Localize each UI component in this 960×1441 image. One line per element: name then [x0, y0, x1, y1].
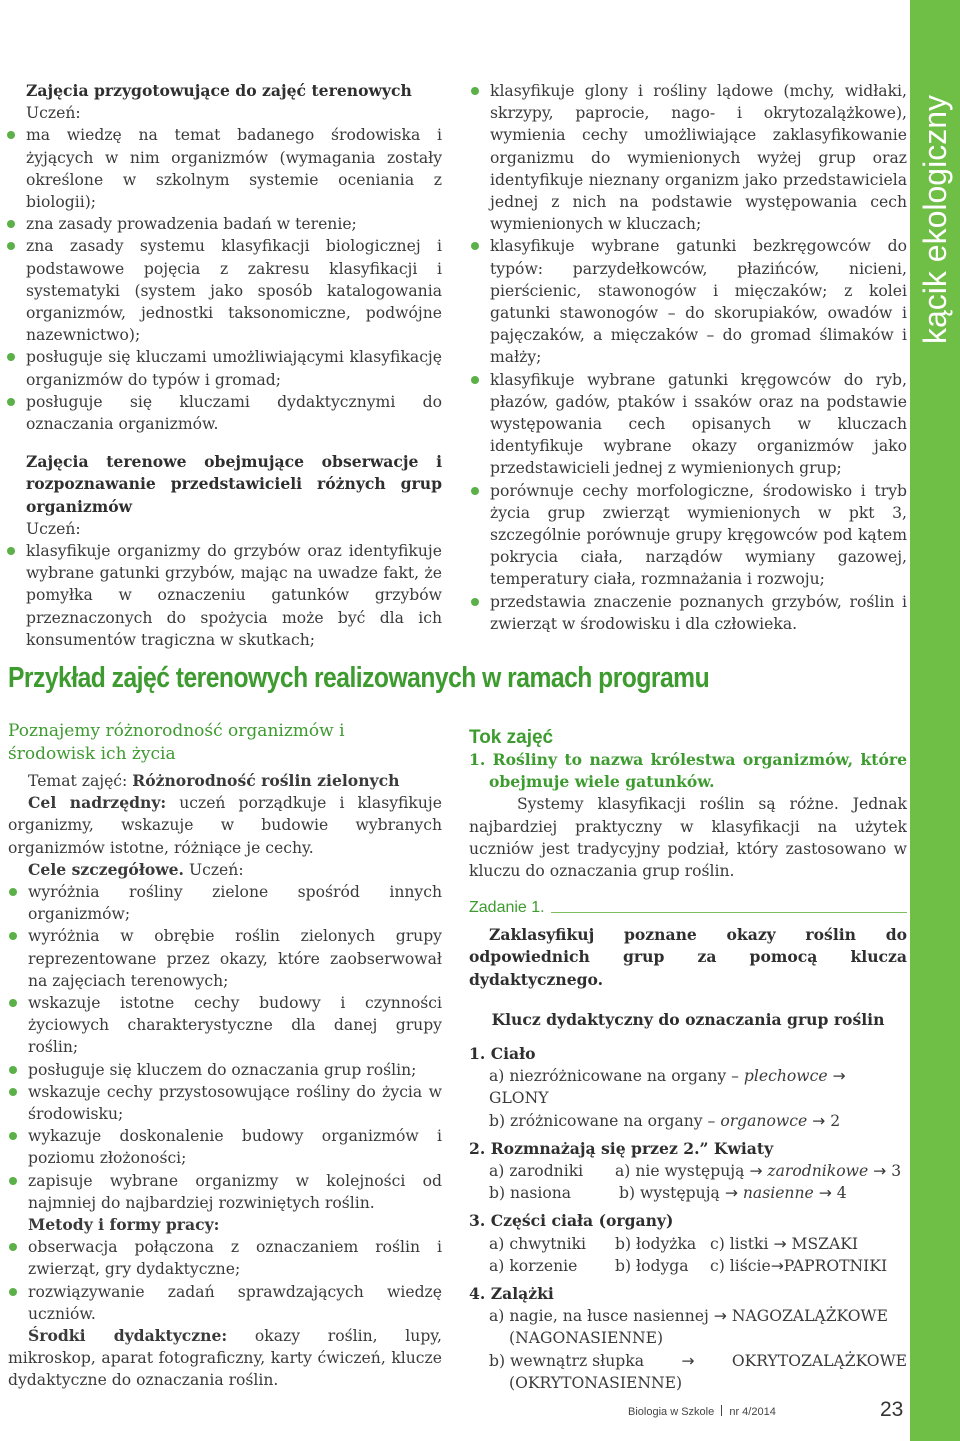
key-1-title: 1. Ciało — [469, 1044, 536, 1064]
list-item: zapisuje wybrane organizmy w kolejności od najmniej do najbardziej rozwiniętych roślin. — [8, 1170, 442, 1214]
arrow-icon: → — [770, 1256, 784, 1275]
arrow-icon: → — [832, 1067, 846, 1086]
prep-list — [6, 124, 442, 435]
detailed-label: Cele szczegółowe. — [28, 859, 184, 879]
key-1a — [469, 1065, 907, 1109]
key-4a-text: a) nagie, na łusce nasiennej — [489, 1307, 709, 1326]
lesson-goal — [8, 792, 442, 859]
task-divider — [551, 912, 907, 913]
list-item: obserwacja połączona z oznaczaniem roślin i zwierząt, gry dydaktyczne; — [8, 1236, 442, 1280]
prep-heading: Zajęcia przygotowujące do zajęć terenowych — [26, 81, 412, 100]
list-item: rozwiązywanie zadań sprawdzających wiedzę uczniów. — [8, 1281, 442, 1325]
list-item: wskazuje cechy przystosowujące rośliny do życia w środowisku; — [8, 1081, 442, 1125]
lesson-title: Poznajemy różnorodność organizmów i środowisk ich życia — [8, 721, 345, 764]
key-1b-result: 2 — [830, 1111, 841, 1130]
task-label: Zadanie 1. — [469, 899, 545, 917]
key-2b-left: b) nasiona — [489, 1184, 572, 1203]
key-1a-result: GLONY — [489, 1089, 549, 1108]
key-title: Klucz dydaktyczny do oznaczania grup roślin — [491, 1009, 885, 1029]
key-2a — [469, 1160, 907, 1182]
key-4b-result: OKRYTOZALĄŻKOWE — [731, 1351, 907, 1370]
journal-name: Biologia w Szkole — [628, 1406, 715, 1418]
key-2b-result: 4 — [836, 1184, 847, 1203]
key-section-1 — [469, 1043, 907, 1132]
list-item: porównuje cechy morfologiczne, środowisko i tryb życia grup zwierząt wymienionych w pkt 3, szczególnie porównuje grupy kręgowców pod kątem pokrycia ciała, narządów wymiany gazowej, temperatury ciała, rozmnażania i rozwoju; — [470, 480, 907, 591]
key-1a-group: plechowce — [743, 1067, 828, 1086]
lesson-column — [8, 720, 442, 1392]
page-number: 23 — [880, 1398, 904, 1421]
key-3-title: 3. Części ciała (organy) — [469, 1211, 674, 1231]
footer-divider — [721, 1405, 722, 1416]
key-2b-mid: b) występują — [619, 1184, 720, 1203]
point1-text: Systemy klasyfikacji roślin są różne. Jednak najbardziej praktyczny w klasyfikacji na użytek uczniów jest tradycyjny podział, który zastosowano w kluczu do oznaczania grup roślin. — [469, 795, 907, 881]
key-section-2 — [469, 1138, 907, 1205]
key-3a-c3: c) listki — [710, 1234, 769, 1253]
key-4b-sub: (OKRYTONASIENNE) — [509, 1373, 683, 1392]
list-item: posługuje się kluczem do oznaczania grup roślin; — [8, 1059, 442, 1081]
arrow-icon: → — [724, 1184, 738, 1203]
key-3b-c3: c) liście — [710, 1256, 771, 1275]
key-2b — [469, 1182, 907, 1204]
list-item: posługuje się kluczami umożliwiającymi klasyfikację organizmów do typów i gromad; — [6, 346, 442, 390]
key-1a-text: a) niezróżnicowane na organy – — [489, 1067, 744, 1086]
key-section-3 — [469, 1210, 907, 1277]
task-label-row — [469, 896, 907, 918]
key-3a-result: MSZAKI — [791, 1234, 859, 1253]
skills-list — [470, 80, 907, 635]
list-item: zna zasady prowadzenia badań w terenie; — [6, 213, 442, 235]
means-text: okazy roślin, lupy, mikroskop, aparat fotograficzny, karty ćwiczeń, klucze dydaktyczne do oznaczania roślin. — [8, 1327, 443, 1390]
topic-value: Różnorodność roślin zielonych — [132, 771, 400, 790]
means-label: Środki dydaktyczne: — [28, 1326, 228, 1346]
methods-label: Metody i formy pracy: — [28, 1215, 220, 1235]
key-4a-sub: (NAGONASIENNE) — [509, 1329, 664, 1348]
key-2a-result: 3 — [891, 1162, 902, 1181]
arrow-icon: → — [873, 1162, 887, 1181]
list-item: wskazuje istotne cechy budowy i czynności życiowych charakterystyczne dla danej grupy roślin; — [8, 992, 442, 1059]
key-2a-mid: a) nie występują — [615, 1162, 745, 1181]
list-item: wykazuje doskonalenie budowy organizmów i poziomu złożoności; — [8, 1125, 442, 1169]
prep-student-label: Uczeń: — [26, 104, 81, 123]
arrow-icon: → — [681, 1351, 695, 1370]
key-3a — [469, 1233, 907, 1255]
goal-text: uczeń porządkuje i klasyfikuje organizmy, wskazuje w budowie wybranych organizmów istotne, różniące je cechy. — [8, 794, 442, 857]
key-2a-group: zarodnikowe — [767, 1162, 869, 1181]
key-3a-c1: a) chwytniki — [489, 1234, 587, 1253]
list-item: wyróżnia w obrębie roślin zielonych grupy reprezentowane przez okazy, które zaobserwował na zajęciach terenowych; — [8, 925, 442, 992]
list-item: klasyfikuje wybrane gatunki kręgowców do ryb, płazów, gadów, ptaków i ssaków oraz na podstawie występowania cech opisanych w kluczach identyfikuje wybrane okazy organizmów jako przedstawicieli jednej z wymienionych grup; — [470, 369, 907, 480]
key-3b-result: PAPROTNIKI — [783, 1256, 888, 1275]
key-1b — [469, 1110, 907, 1132]
arrow-icon: → — [713, 1307, 727, 1326]
arrow-icon: → — [749, 1162, 763, 1181]
list-item: wyróżnia rośliny zielone spośród innych organizmów; — [8, 881, 442, 925]
right-top-column — [470, 80, 907, 635]
sidebar-label: kącik ekologiczny — [917, 95, 953, 344]
footer-journal — [628, 1405, 776, 1418]
list-item: zna zasady systemu klasyfikacji biologicznej i podstawowe pojęcia z zakresu klasyfikacji i systematyki (system jako sposób katalogowania organizmów, jednostki taksonomiczne, podwójne nazewnictwo); — [6, 235, 442, 346]
key-3b — [469, 1255, 907, 1277]
key-3b-c1: a) korzenie — [489, 1256, 578, 1275]
topic-label: Temat zajęć: — [28, 772, 133, 790]
list-item: ma wiedzę na temat badanego środowiska i żyjących w nim organizmów (wymagania zostały określone w szkolnym systemie oceniania z biologii); — [6, 124, 442, 213]
methods-list — [8, 1236, 442, 1325]
course-title: Tok zajęć — [469, 727, 554, 748]
field-list — [6, 540, 442, 651]
field-heading: Zajęcia terenowe obejmujące obserwacje i rozpoznawanie przedstawicieli różnych grup organizmów — [26, 452, 442, 516]
key-4b — [469, 1350, 907, 1372]
arrow-icon: → — [812, 1111, 826, 1130]
key-3a-c2: b) łodyżka — [615, 1234, 697, 1253]
key-4a — [469, 1305, 907, 1327]
task-text: Zaklasyfikuj poznane okazy roślin do odpowiednich grup za pomocą klucza dydaktycznego. — [469, 925, 907, 989]
list-item: przedstawia znaczenie poznanych grzybów, roślin i zwierząt w środowisku i dla człowieka. — [470, 591, 907, 635]
key-section-4 — [469, 1283, 907, 1394]
detailed-student: Uczeń: — [184, 860, 244, 879]
list-item: klasyfikuje organizmy do grzybów oraz identyfikuje wybrane gatunki grzybów, mając na uwadze fakt, że pomyłka w oznaczeniu gatunków grzybów przeznaczonych do spożycia może być dla ich konsumentów tragiczna w skutkach; — [6, 540, 442, 651]
point1-title: 1. Rośliny to nazwa królestwa organizmów, które obejmuje wiele gatunków. — [469, 750, 907, 792]
lesson-topic — [8, 770, 442, 792]
goal-label: Cel nadrzędny: — [28, 793, 167, 813]
key-4b-text: b) wewnątrz słupka — [489, 1351, 645, 1370]
key-4a-result: NAGOZALĄŻKOWE — [731, 1307, 888, 1326]
list-item: klasyfikuje glony i rośliny lądowe (mchy, widłaki, skrzypy, paprocie, nago- i okrytozalążkowe), wymienia cechy umożliwiające zaklasyfikowanie organizmu do wymienionych wyżej grup oraz identyfikuje nieznany organizm jako przedstawiciela jednej z nich na podstawie występowania cech wymienionych w kluczach; — [470, 80, 907, 235]
journal-issue: nr 4/2014 — [729, 1406, 776, 1418]
methods-heading — [8, 1214, 442, 1236]
key-3b-c2: b) łodyga — [615, 1256, 689, 1275]
detailed-list — [8, 881, 442, 1214]
list-item: klasyfikuje wybrane gatunki bezkręgowców do typów: parzydełkowców, płazińców, nicieni, pierścienic, stawonogów i mięczaków; z kolei gatunki stawonogów – do skorupiaków, owadów i pajęczaków, a mięczaków – do gromad ślimaków i małży; — [470, 235, 907, 368]
sidebar-band — [910, 0, 960, 1441]
key-4-title: 4. Zalążki — [469, 1284, 554, 1304]
key-1b-text: b) zróżnicowane na organy – — [489, 1111, 721, 1130]
course-column — [469, 727, 907, 1394]
key-1b-group: organowce — [720, 1111, 808, 1130]
arrow-icon: → — [773, 1234, 787, 1253]
field-student-label: Uczeń: — [26, 519, 81, 538]
means-paragraph — [8, 1325, 442, 1392]
detailed-goals — [8, 859, 442, 881]
key-2-title: 2. Rozmnażają się przez 2.” Kwiaty — [469, 1138, 774, 1158]
list-item: posługuje się kluczami dydaktycznymi do oznaczania organizmów. — [6, 391, 442, 435]
section-title: Przykład zajęć terenowych realizowanych w ramach programu — [8, 662, 710, 694]
left-top-column — [26, 80, 442, 651]
arrow-icon: → — [818, 1184, 832, 1203]
key-2b-group: nasienne — [742, 1184, 814, 1203]
key-2a-left: a) zarodniki — [489, 1162, 584, 1181]
